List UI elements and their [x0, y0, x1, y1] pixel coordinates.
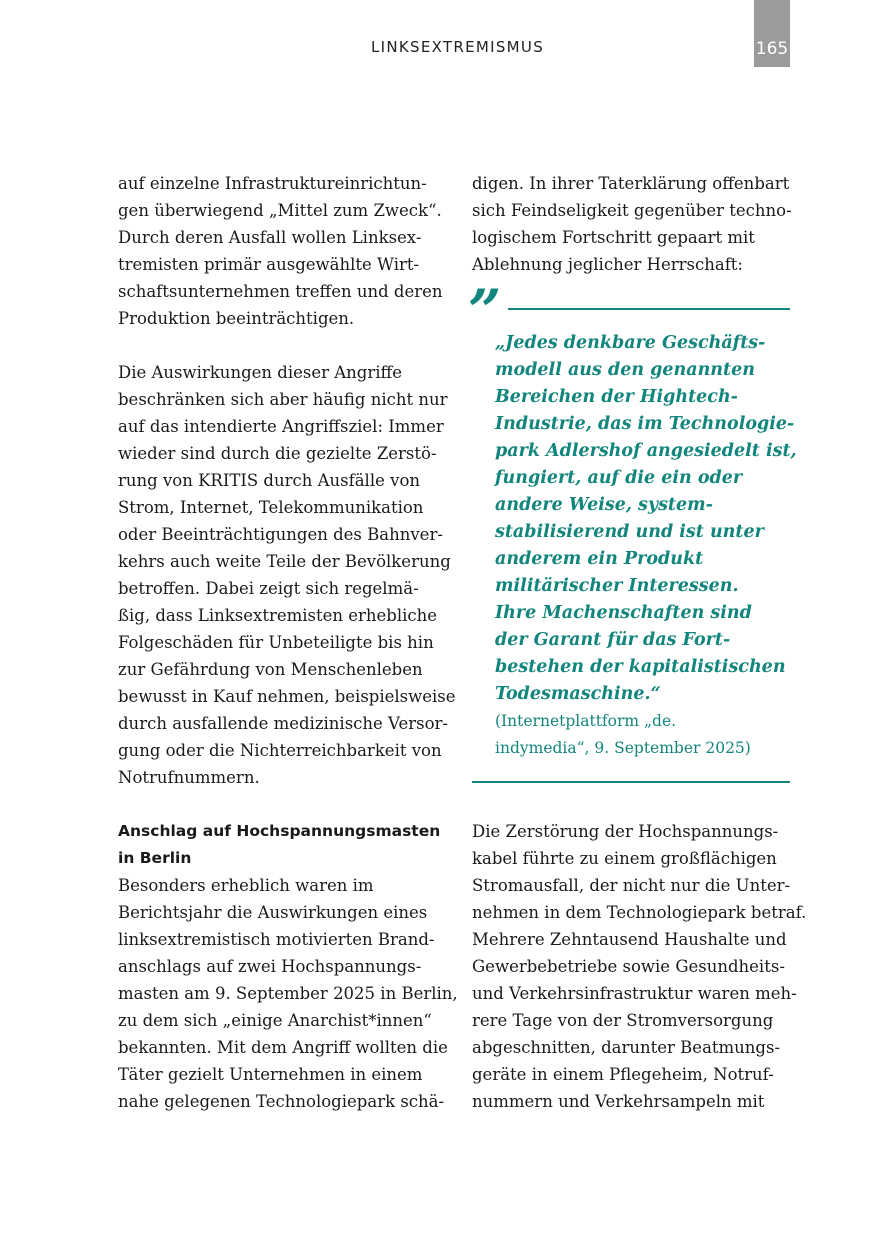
text-line: sich Feindseligkeit gegenüber techno-: [472, 201, 792, 220]
text-line: nahe gelegenen Technologiepark schä-: [118, 1092, 445, 1111]
text-line: gung oder die Nichterreichbarkeit von: [118, 741, 442, 760]
text-line: oder Beeinträchtigungen des Bahnver-: [118, 525, 443, 544]
quote-line: Industrie, das im Technologie-: [495, 414, 795, 434]
quote-line: modell aus den genannten: [495, 360, 755, 380]
paragraph: [118, 359, 456, 791]
text-line: Besonders erheblich waren im: [118, 876, 374, 895]
text-line: ßig, dass Linksextremisten erhebliche: [118, 606, 438, 625]
heading-line: Anschlag auf Hochspannungsmasten: [118, 822, 441, 840]
text-line: Produktion beeinträchtigen.: [118, 309, 355, 328]
heading-line: in Berlin: [118, 849, 192, 867]
text-line: Berichtsjahr die Auswirkungen eines: [118, 903, 428, 922]
text-line: gen überwiegend „Mittel zum Zweck“.: [118, 201, 442, 220]
text-line: Gewerbebetriebe sowie Gesundheits-: [472, 957, 785, 976]
text-line: nehmen in dem Technologiepark betraf.: [472, 903, 807, 922]
text-line: rere Tage von der Stromversorgung: [472, 1011, 774, 1030]
text-line: auf das intendierte Angriffsziel: Immer: [118, 417, 444, 436]
running-header: LINKSEXTREMISMUS: [370, 38, 545, 56]
text-line: bewusst in Kauf nehmen, beispielsweise: [118, 687, 456, 706]
text-line: linksextremistisch motivierten Brand-: [118, 930, 435, 949]
quote-text: [495, 330, 797, 708]
text-line: Notrufnummern.: [118, 768, 260, 787]
text-line: wieder sind durch die gezielte Zerstö-: [118, 444, 437, 463]
text-line: Die Zerstörung der Hochspannungs-: [472, 822, 779, 841]
quote-marks-icon: ”: [468, 277, 502, 345]
text-line: geräte in einem Pflegeheim, Notruf-: [472, 1065, 774, 1084]
text-line: Stromausfall, der nicht nur die Unter-: [472, 876, 791, 895]
left-column-top: [118, 170, 456, 791]
text-line: logischem Fortschritt gepaart mit: [472, 228, 755, 247]
quote-line: Ihre Machenschaften sind: [495, 603, 752, 623]
quote-line: stabilisierend und ist unter: [495, 522, 764, 542]
text-line: Strom, Internet, Telekommunikation: [118, 498, 424, 517]
source-line: (Internetplattform „de.: [495, 712, 677, 730]
source-line: indymedia“, 9. September 2025): [495, 739, 751, 757]
text-line: Folgeschäden für Unbeteiligte bis hin: [118, 633, 434, 652]
text-line: betroffen. Dabei zeigt sich regelmä-: [118, 579, 419, 598]
quote-line: Todesmaschine.“: [495, 684, 661, 704]
right-column-bottom: [472, 818, 807, 1115]
text-line: tremisten primär ausgewählte Wirt-: [118, 255, 420, 274]
text-line: bekannten. Mit dem Angriff wollten die: [118, 1038, 448, 1057]
quote-top-rule: [508, 308, 790, 310]
left-column-bottom: [118, 818, 458, 1115]
quote-line: der Garant für das Fort-: [495, 630, 731, 650]
paragraph: [472, 818, 807, 1115]
pull-quote: [468, 277, 797, 783]
quote-line: „Jedes denkbare Geschäfts-: [495, 333, 766, 353]
quote-line: park Adlershof angesiedelt ist,: [495, 441, 797, 461]
text-line: und Verkehrsinfrastruktur waren meh-: [472, 984, 797, 1003]
text-line: rung von KRITIS durch Ausfälle von: [118, 471, 421, 490]
text-line: zu dem sich „einige Anarchist*innen“: [118, 1011, 432, 1030]
paragraph: [118, 170, 443, 332]
text-line: kehrs auch weite Teile der Bevölkerung: [118, 552, 451, 571]
text-line: kabel führte zu einem großflächigen: [472, 849, 777, 868]
text-line: durch ausfallende medizinische Versor-: [118, 714, 448, 733]
quote-line: Bereichen der Hightech-: [495, 387, 738, 407]
text-line: Mehrere Zehntausend Haushalte und: [472, 930, 787, 949]
text-line: anschlags auf zwei Hochspannungs-: [118, 957, 422, 976]
quote-line: militärischer Interessen.: [495, 576, 739, 596]
quote-line: andere Weise, system-: [495, 495, 713, 515]
text-line: masten am 9. September 2025 in Berlin,: [118, 984, 458, 1003]
text-line: Durch deren Ausfall wollen Linksex-: [118, 228, 422, 247]
text-line: digen. In ihrer Taterklärung offenbart: [472, 174, 790, 193]
text-line: zur Gefährdung von Menschenleben: [118, 660, 423, 679]
quote-line: bestehen der kapitalistischen: [495, 657, 786, 677]
text-line: nummern und Verkehrsampeln mit: [472, 1092, 765, 1111]
text-line: Die Auswirkungen dieser Angriffe: [118, 363, 402, 382]
quote-line: fungiert, auf die ein oder: [495, 468, 743, 488]
section-heading: [118, 818, 440, 872]
paragraph: [472, 170, 794, 278]
quote-bottom-rule: [472, 781, 790, 783]
text-line: schaftsunternehmen treffen und deren: [118, 282, 443, 301]
text-line: Ablehnung jeglicher Herrschaft:: [472, 255, 743, 274]
text-line: beschränken sich aber häufig nicht nur: [118, 390, 448, 409]
text-line: Täter gezielt Unternehmen in einem: [118, 1065, 423, 1084]
text-line: auf einzelne Infrastruktureinrichtun-: [118, 174, 427, 193]
quote-line: anderem ein Produkt: [495, 549, 704, 569]
text-line: abgeschnitten, darunter Beatmungs-: [472, 1038, 781, 1057]
quote-source: [495, 708, 751, 762]
right-column-top: [472, 170, 794, 278]
paragraph: [118, 872, 458, 1115]
page-number: 165: [754, 0, 790, 67]
